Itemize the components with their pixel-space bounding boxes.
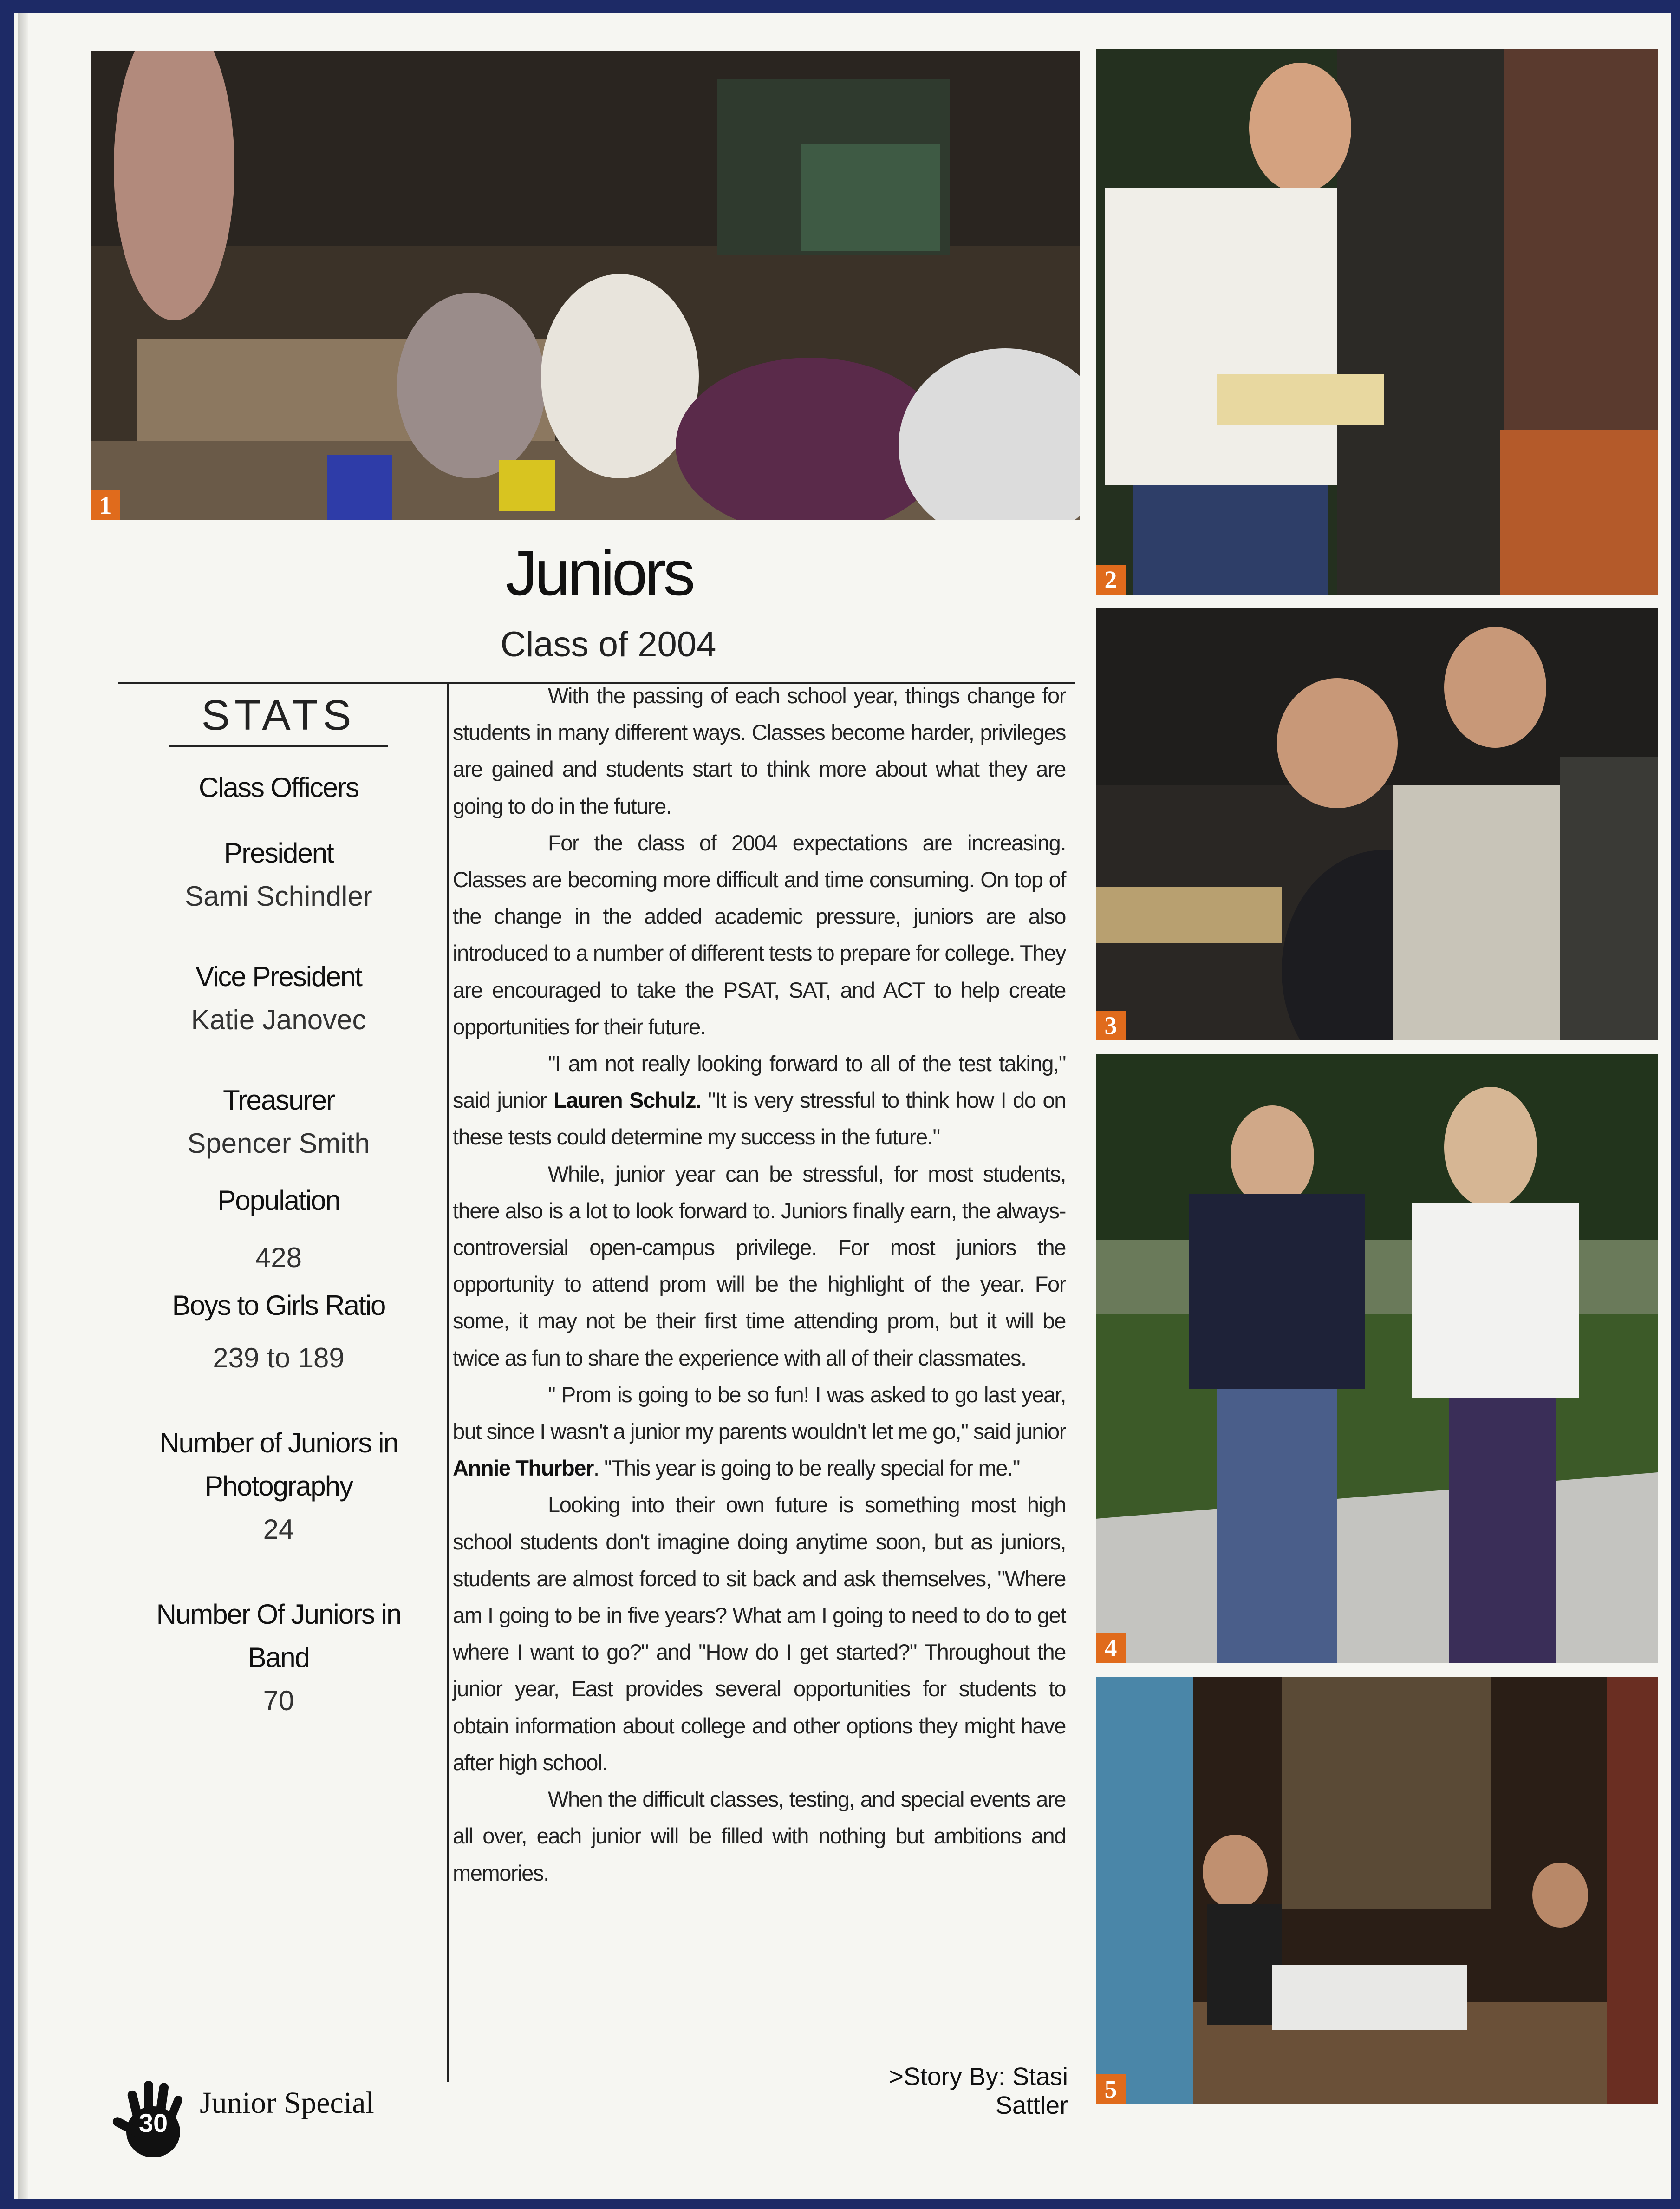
stat-label: Population — [217, 1184, 340, 1216]
story-paragraph: While, junior year can be stressful, for most students, there also is a lot to look forward to. Juniors finally earn, the always-controversial open-campus privilege. For most juniors the opportunity to attend prom will be the highlight of the year. For some, it may not be their first time attending prom, but it will be twice as fun to share the experience with all of their classmates. — [453, 1161, 1066, 1370]
photo-number-badge: 5 — [1096, 2074, 1126, 2104]
page-subtitle: Class of 2004 — [500, 625, 716, 664]
story-article — [453, 677, 1066, 1891]
story-paragraph: Looking into their own future is something most high school students don't imagine doing anytime soon, but as juniors, students are almost forced to sit back and ask themselves, "Where am I going to be in five years? What am I going to need to do to get where I want to go?" and "How do I get started?" Throughout the junior year, East provides several opportunities for students to obtain information about college and other options they might have after high school. — [453, 1492, 1066, 1775]
stat-label: Number of Juniors in Photography — [159, 1427, 398, 1502]
photo-students-sitting-doorway — [1096, 1677, 1658, 2104]
stat-value: 24 — [263, 1513, 294, 1545]
photo-classroom — [91, 51, 1080, 520]
photo-students-walking — [1096, 1054, 1658, 1663]
stat-value: 70 — [263, 1685, 294, 1716]
stat-value: Sami Schindler — [185, 880, 372, 912]
story-paragraph: " Prom is going to be so fun! I was asked to go last year, but since I wasn't a junior my parents wouldn't let me go," said junior Annie Thurber. "This year is going to be really special for me." — [453, 1382, 1066, 1481]
stats-section-label: Class Officers — [198, 771, 359, 803]
quoted-student-name: Lauren Schulz. — [553, 1088, 701, 1113]
story-byline: >Story By: Stasi Sattler — [889, 2063, 1068, 2119]
photo-number-badge: 1 — [91, 490, 120, 520]
story-paragraph: When the difficult classes, testing, and special events are all over, each junior will be filled with nothing but ambitions and memories. — [453, 1787, 1066, 1885]
page-number: 30 — [138, 2108, 168, 2137]
quoted-student-name: Annie Thurber — [453, 1456, 593, 1481]
stats-heading: STATS — [201, 692, 356, 739]
photo-number-badge: 3 — [1096, 1011, 1126, 1040]
page-title: Juniors — [505, 537, 693, 609]
stat-label: Number Of Juniors in Band — [156, 1598, 401, 1673]
stat-label: Boys to Girls Ratio — [172, 1289, 385, 1321]
photo-number-badge: 4 — [1096, 1633, 1126, 1663]
stat-value: 239 to 189 — [213, 1342, 345, 1373]
stat-value: Katie Janovec — [191, 1004, 366, 1035]
stat-label: Treasurer — [223, 1084, 334, 1116]
stats-sidebar — [116, 682, 441, 1722]
story-paragraph: For the class of 2004 expectations are increasing. Classes are becoming more difficult and time consuming. On top of the change in the added academic pressure, juniors are also introduced to a number of different tests to prepare for college. They are encouraged to take the PSAT, SAT, and ACT to help create opportunities for their future. — [453, 830, 1066, 1039]
column-divider-line — [447, 682, 449, 2082]
stat-label: Vice President — [195, 961, 362, 992]
photo-number-badge: 2 — [1096, 565, 1126, 595]
stat-value: Spencer Smith — [187, 1127, 370, 1159]
story-paragraph: "I am not really looking forward to all of the test taking," said junior Lauren Schulz. "It is very stressful to think how I do on these tests could determine my success in the future." — [453, 1051, 1066, 1150]
story-paragraph: With the passing of each school year, things change for students in many different ways. Classes become harder, privileges are gained and students start to think more about what they are going to do in the future. — [453, 683, 1066, 818]
page-binding-edge — [18, 13, 28, 2199]
stat-label: President — [224, 837, 333, 869]
stats-heading-underline — [169, 745, 388, 747]
photo-students-hallway — [1096, 608, 1658, 1040]
stat-value: 428 — [255, 1242, 302, 1273]
section-label: Junior Special — [200, 2086, 374, 2120]
photo-student-reading — [1096, 49, 1658, 595]
